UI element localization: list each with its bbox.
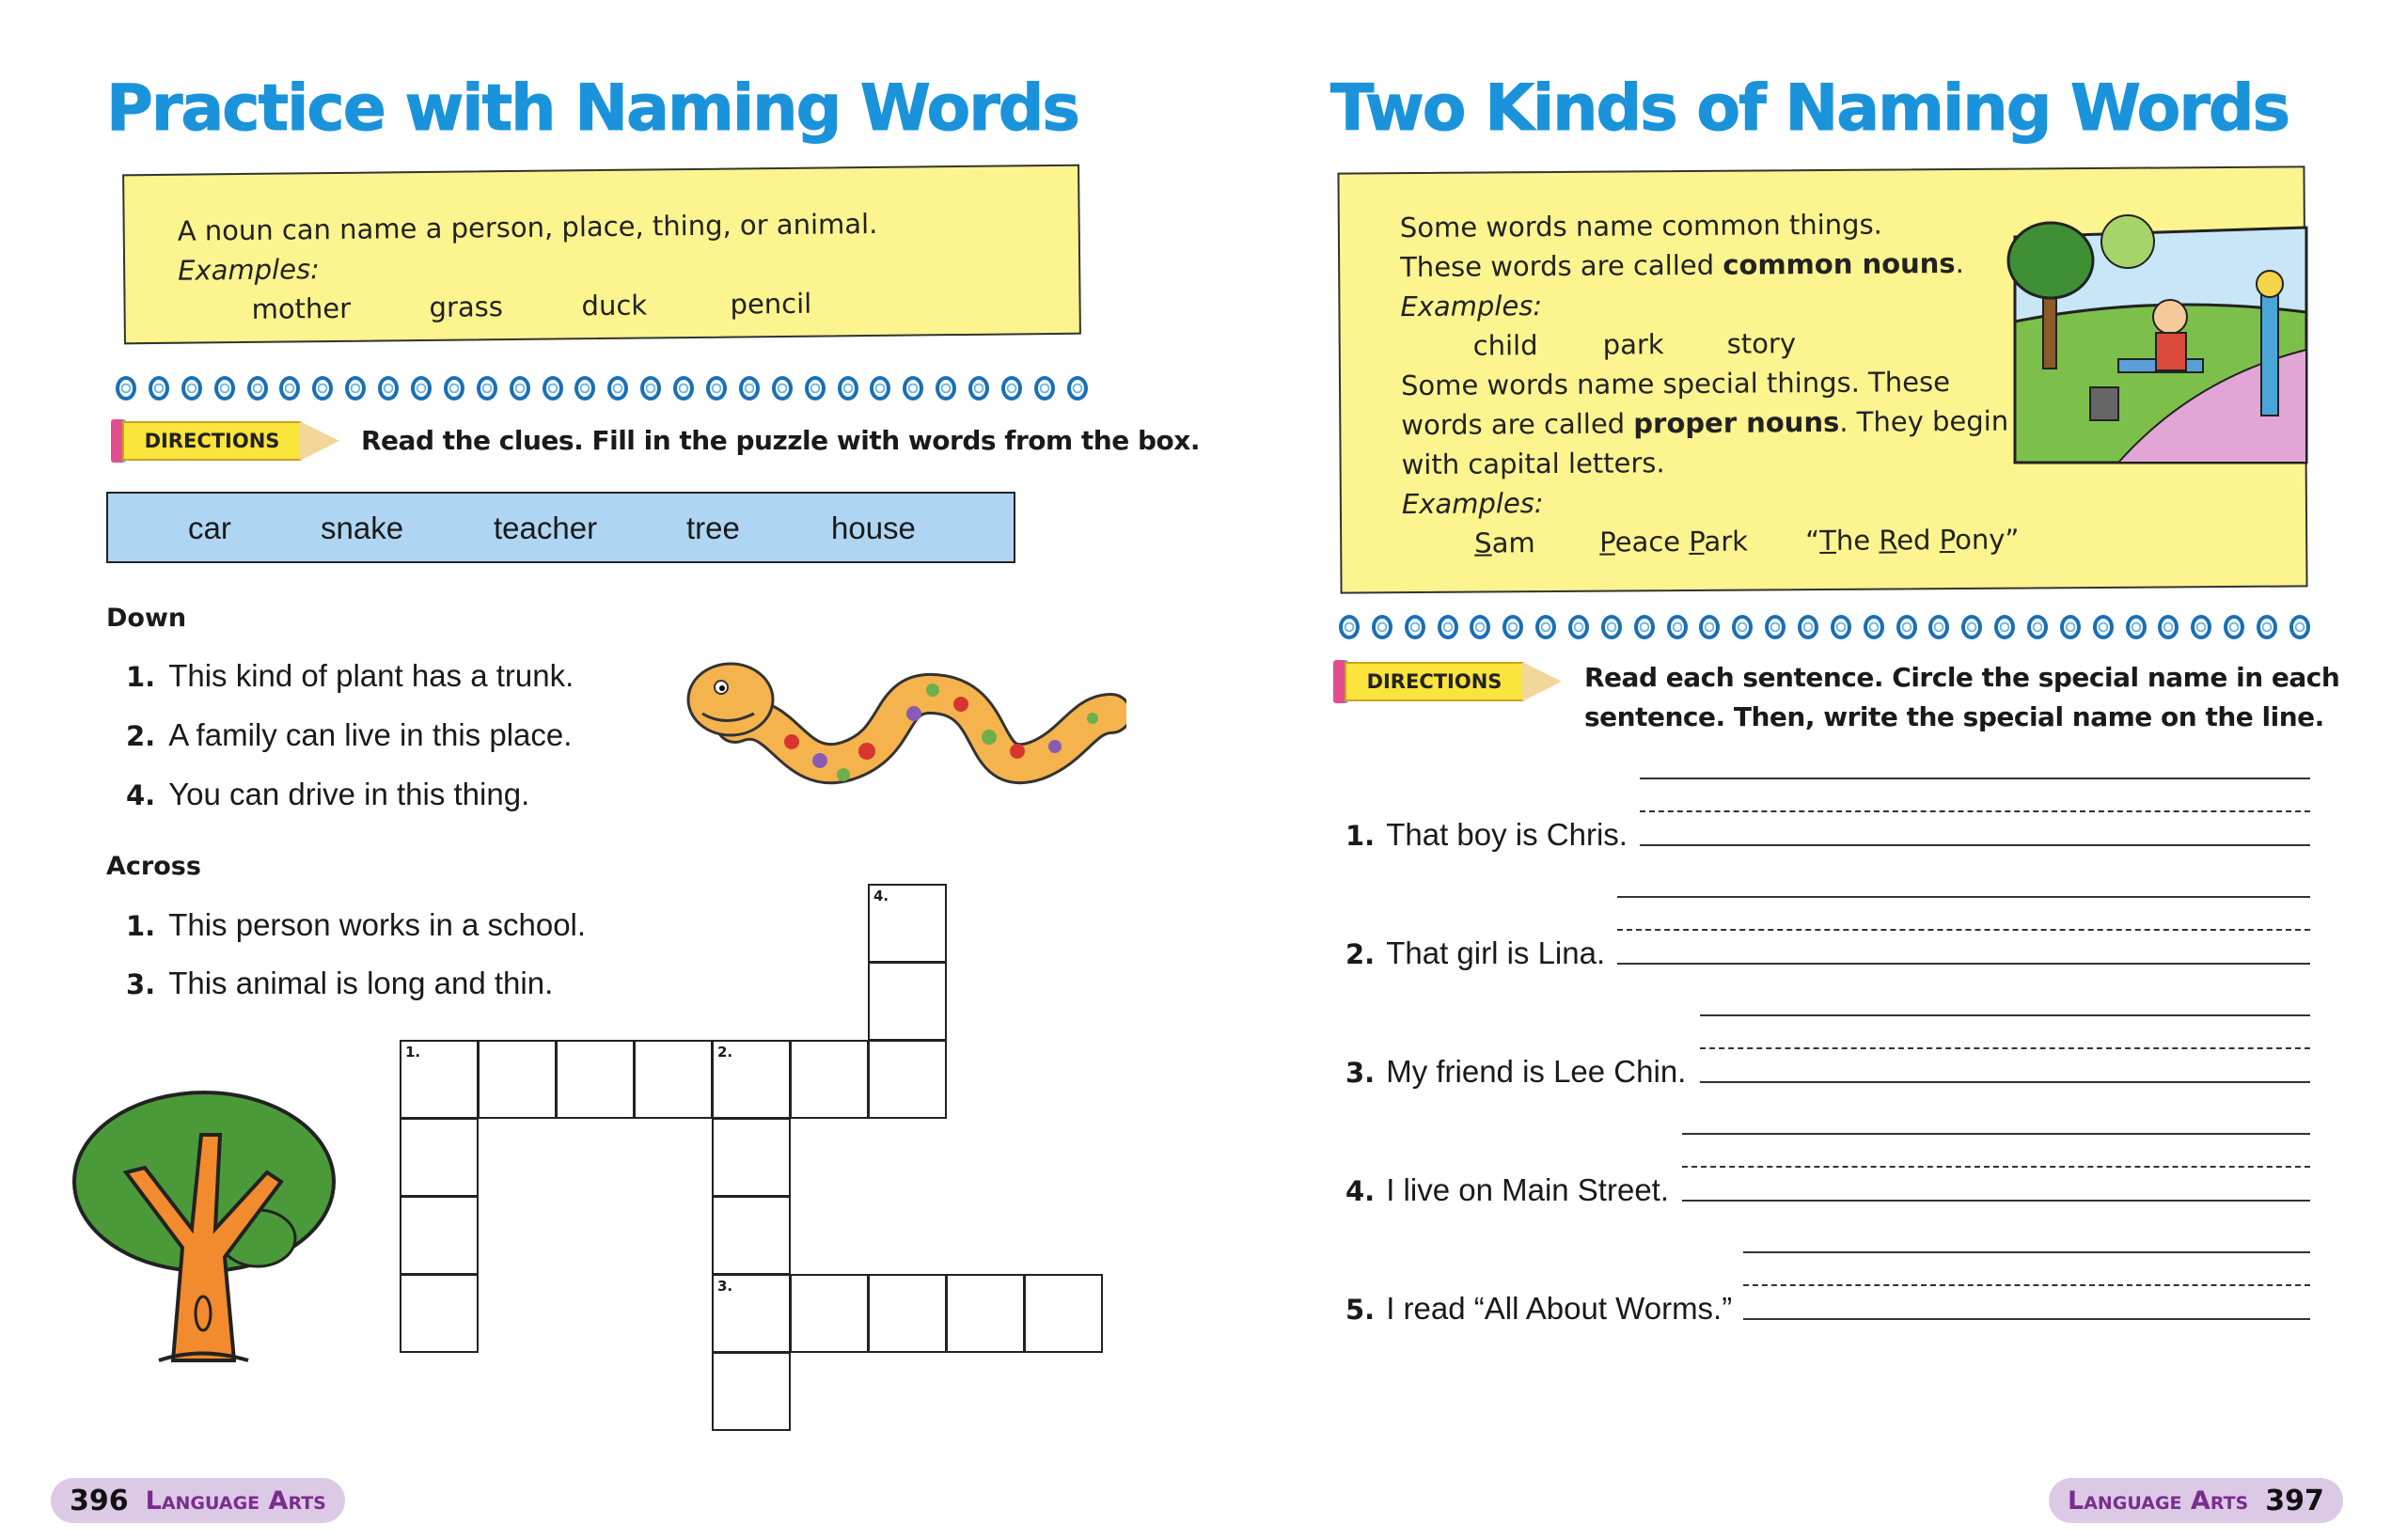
writing-line-mid bbox=[1617, 929, 2310, 931]
spiral-ring-icon bbox=[2060, 615, 2081, 639]
sentence-text: That boy is Chris. bbox=[1386, 817, 1628, 852]
writing-line-mid bbox=[1700, 1047, 2310, 1049]
spiral-ring-icon bbox=[1438, 615, 1458, 639]
spiral-ring-icon bbox=[936, 376, 956, 401]
examples-label: Examples: bbox=[1400, 290, 1543, 323]
page-title-left: Practice with Naming Words bbox=[106, 71, 1078, 146]
crossword-cell[interactable] bbox=[400, 1196, 479, 1275]
sentence-text: I read “All About Worms.” bbox=[1386, 1291, 1733, 1326]
clue-text: This kind of plant has a trunk. bbox=[168, 658, 574, 693]
spiral-ring-icon bbox=[1831, 615, 1851, 639]
clue-number: 1. bbox=[126, 661, 156, 693]
cell-number: 2. bbox=[717, 1044, 733, 1061]
across-heading: Across bbox=[106, 852, 201, 881]
rule-text bbox=[1401, 405, 2008, 442]
word-bank-item: car bbox=[188, 511, 231, 545]
text-segment: . They begin bbox=[1839, 404, 2009, 438]
across-clue bbox=[126, 966, 553, 1001]
spiral-ring-icon bbox=[1634, 615, 1655, 639]
crossword-cell[interactable] bbox=[634, 1040, 713, 1119]
spiral-ring-icon bbox=[1732, 615, 1753, 639]
sentence-number: 2. bbox=[1345, 938, 1376, 970]
directions-pencil-icon bbox=[111, 419, 339, 463]
page-footer-right bbox=[2049, 1478, 2343, 1523]
spiral-ring-icon bbox=[247, 376, 268, 401]
spiral-ring-icon bbox=[1928, 615, 1949, 639]
clue-number: 4. bbox=[126, 779, 156, 811]
spiral-ring-icon bbox=[838, 376, 858, 401]
writing-line-mid bbox=[1682, 1166, 2310, 1168]
spiral-ring-icon bbox=[1994, 615, 2015, 639]
spiral-ring-icon bbox=[1067, 376, 1088, 401]
spiral-ring-icon bbox=[1699, 615, 1720, 639]
crossword-cell[interactable] bbox=[868, 962, 947, 1041]
spiral-ring-icon bbox=[1502, 615, 1523, 639]
spiral-ring-icon bbox=[2158, 615, 2179, 639]
spiral-ring-icon bbox=[1961, 615, 1982, 639]
spiral-ring-icon bbox=[2027, 615, 2048, 639]
spiral-ring-icon bbox=[181, 376, 202, 401]
directions-text: Read the clues. Fill in the puzzle with words from the box. bbox=[361, 425, 1200, 456]
sentence-item bbox=[1345, 1291, 1732, 1327]
spiral-ring-icon bbox=[1470, 615, 1490, 639]
spiral-ring-icon bbox=[903, 376, 923, 401]
spiral-ring-icon bbox=[607, 376, 628, 401]
spiral-ring-icon bbox=[673, 376, 694, 401]
spiral-ring-icon bbox=[1765, 615, 1786, 639]
directions-label: DIRECTIONS bbox=[1345, 662, 1524, 701]
section-name: Language Arts bbox=[145, 1485, 326, 1516]
sentence-text: I live on Main Street. bbox=[1386, 1172, 1670, 1207]
directions-pencil-icon bbox=[1333, 660, 1562, 703]
text-segment: words are called bbox=[1401, 407, 1634, 442]
spiral-ring-icon bbox=[2224, 615, 2244, 639]
spiral-ring-icon bbox=[1798, 615, 1818, 639]
spiral-ring-icon bbox=[411, 376, 432, 401]
spiral-ring-icon bbox=[2126, 615, 2147, 639]
writing-line-top bbox=[1640, 778, 2310, 779]
spiral-ring-icon bbox=[279, 376, 300, 401]
example-word: park bbox=[1602, 328, 1664, 361]
cell-number: 3. bbox=[717, 1278, 733, 1295]
example-word: story bbox=[1726, 327, 1797, 360]
sentence-item bbox=[1345, 935, 1605, 971]
rule-text: with capital letters. bbox=[1401, 447, 1665, 481]
spiral-ring-icon bbox=[2257, 615, 2277, 639]
writing-line-top bbox=[1682, 1133, 2310, 1135]
spiral-ring-icon bbox=[2093, 615, 2114, 639]
spiral-ring-icon bbox=[116, 376, 136, 401]
term-proper-nouns: proper nouns bbox=[1633, 405, 1840, 440]
writing-line-top bbox=[1700, 1014, 2310, 1016]
down-heading: Down bbox=[106, 604, 187, 633]
word-bank-item: house bbox=[831, 511, 916, 545]
sentence-number: 3. bbox=[1345, 1057, 1376, 1089]
sentence-number: 5. bbox=[1345, 1294, 1376, 1326]
snake-illustration bbox=[679, 648, 1126, 789]
spiral-ring-icon bbox=[1535, 615, 1556, 639]
spiral-ring-icon bbox=[706, 376, 727, 401]
example-word: child bbox=[1472, 329, 1538, 362]
page-number: 397 bbox=[2265, 1484, 2324, 1517]
page-number: 396 bbox=[70, 1484, 129, 1517]
clue-number: 3. bbox=[126, 968, 156, 1000]
clue-text: You can drive in this thing. bbox=[168, 777, 530, 811]
down-clue bbox=[126, 658, 574, 694]
clue-text: This person works in a school. bbox=[168, 907, 587, 942]
word-bank-item: snake bbox=[321, 511, 404, 545]
rule-text: Some words name special things. These bbox=[1400, 366, 1951, 402]
sentence-text: That girl is Lina. bbox=[1386, 935, 1606, 970]
example-word: grass bbox=[429, 291, 504, 323]
spiral-ring-icon bbox=[149, 376, 169, 401]
writing-line-top bbox=[1743, 1251, 2310, 1253]
spiral-ring-icon bbox=[640, 376, 661, 401]
spiral-ring-icon bbox=[378, 376, 399, 401]
crossword-cell[interactable] bbox=[400, 1118, 479, 1197]
spiral-ring-icon bbox=[805, 376, 826, 401]
word-bank-item: tree bbox=[686, 511, 740, 545]
spiral-ring-icon bbox=[543, 376, 563, 401]
page-footer-left bbox=[51, 1478, 345, 1523]
spiral-ring-icon bbox=[2191, 615, 2211, 639]
crossword-cell[interactable] bbox=[868, 1274, 947, 1353]
text-segment: These words are called bbox=[1400, 248, 1723, 284]
word-bank bbox=[106, 492, 1015, 563]
cell-number: 1. bbox=[405, 1044, 421, 1061]
clue-text: A family can live in this place. bbox=[168, 717, 573, 752]
spiral-ring-icon bbox=[1601, 615, 1622, 639]
crossword-cell[interactable] bbox=[790, 1040, 869, 1119]
crossword-cell[interactable] bbox=[790, 1274, 869, 1353]
examples-label: Examples: bbox=[177, 253, 321, 287]
example-word: mother bbox=[251, 291, 352, 325]
spiral-binding-divider bbox=[1339, 615, 2310, 643]
example-proper-noun: Peace Park bbox=[1599, 525, 1749, 558]
rule-text: A noun can name a person, place, thing, or animal. bbox=[177, 207, 878, 247]
spiral-ring-icon bbox=[1034, 376, 1055, 401]
sentence-number: 1. bbox=[1345, 820, 1376, 852]
word-bank-item: teacher bbox=[494, 511, 598, 545]
directions-label: DIRECTIONS bbox=[122, 421, 302, 461]
sentence-item bbox=[1345, 817, 1628, 853]
across-clue bbox=[126, 907, 586, 943]
clue-text: This animal is long and thin. bbox=[168, 966, 554, 1000]
spiral-ring-icon bbox=[477, 376, 497, 401]
spiral-binding-divider bbox=[116, 376, 1088, 404]
down-clue bbox=[126, 717, 572, 753]
spiral-ring-icon bbox=[739, 376, 760, 401]
crossword-cell[interactable] bbox=[478, 1040, 557, 1119]
crossword-cell[interactable] bbox=[946, 1274, 1025, 1353]
crossword-cell[interactable] bbox=[868, 884, 947, 963]
crossword-cell[interactable] bbox=[712, 1196, 791, 1275]
answer-line[interactable] bbox=[1700, 1081, 2310, 1083]
term-common-nouns: common nouns bbox=[1723, 247, 1956, 281]
example-proper-noun: “The Red Pony” bbox=[1805, 523, 2020, 558]
clue-number: 2. bbox=[126, 720, 156, 752]
down-clue bbox=[126, 777, 529, 812]
sentence-item bbox=[1345, 1054, 1686, 1090]
examples-label: Examples: bbox=[1401, 487, 1544, 521]
spiral-ring-icon bbox=[1405, 615, 1425, 639]
spiral-ring-icon bbox=[1339, 615, 1360, 639]
spiral-ring-icon bbox=[574, 376, 595, 401]
text-segment: . bbox=[1955, 246, 1964, 280]
spiral-ring-icon bbox=[2289, 615, 2310, 639]
tree-illustration bbox=[70, 1088, 338, 1366]
spiral-ring-icon bbox=[444, 376, 464, 401]
crossword-cell[interactable] bbox=[712, 1118, 791, 1197]
answer-line[interactable] bbox=[1682, 1200, 2310, 1202]
crossword-cell[interactable] bbox=[868, 1040, 947, 1119]
spiral-ring-icon bbox=[312, 376, 333, 401]
crossword-cell[interactable] bbox=[400, 1040, 479, 1119]
example-word: pencil bbox=[730, 287, 812, 321]
cell-number: 4. bbox=[873, 888, 889, 904]
sentence-number: 4. bbox=[1345, 1175, 1376, 1207]
sentence-text: My friend is Lee Chin. bbox=[1386, 1054, 1687, 1089]
sentence-item bbox=[1345, 1172, 1669, 1208]
crossword-cell[interactable] bbox=[712, 1040, 791, 1119]
spiral-ring-icon bbox=[1568, 615, 1589, 639]
spiral-ring-icon bbox=[1864, 615, 1884, 639]
spiral-ring-icon bbox=[870, 376, 890, 401]
example-proper-noun: Sam bbox=[1474, 526, 1535, 559]
park-illustration bbox=[2006, 209, 2314, 470]
spiral-ring-icon bbox=[1001, 376, 1022, 401]
spiral-ring-icon bbox=[214, 376, 235, 401]
rule-text: Some words name common things. bbox=[1399, 208, 1882, 244]
spiral-ring-icon bbox=[968, 376, 989, 401]
spiral-ring-icon bbox=[1896, 615, 1917, 639]
section-name: Language Arts bbox=[2068, 1485, 2249, 1516]
answer-line[interactable] bbox=[1743, 1318, 2310, 1320]
page-title-right: Two Kinds of Naming Words bbox=[1330, 71, 2289, 146]
clue-number: 1. bbox=[126, 910, 156, 942]
spiral-ring-icon bbox=[772, 376, 793, 401]
writing-line-top bbox=[1617, 896, 2310, 898]
writing-line-mid bbox=[1640, 810, 2310, 812]
crossword-cell[interactable] bbox=[400, 1274, 479, 1353]
answer-line[interactable] bbox=[1640, 844, 2310, 846]
rule-text bbox=[1400, 247, 1964, 283]
answer-line[interactable] bbox=[1617, 963, 2310, 965]
crossword-cell[interactable] bbox=[1024, 1274, 1103, 1353]
example-word: duck bbox=[581, 289, 648, 322]
spiral-ring-icon bbox=[510, 376, 530, 401]
directions-text: sentence. Then, write the special name on the line. bbox=[1584, 701, 2324, 732]
spiral-ring-icon bbox=[1667, 615, 1688, 639]
noun-rule-box bbox=[122, 165, 1081, 345]
spiral-ring-icon bbox=[345, 376, 366, 401]
writing-line-mid bbox=[1743, 1284, 2310, 1286]
directions-text: Read each sentence. Circle the special name in each bbox=[1584, 662, 2340, 693]
spiral-ring-icon bbox=[1372, 615, 1392, 639]
crossword-cell[interactable] bbox=[712, 1352, 791, 1431]
crossword-cell[interactable] bbox=[712, 1274, 791, 1353]
crossword-cell[interactable] bbox=[556, 1040, 635, 1119]
